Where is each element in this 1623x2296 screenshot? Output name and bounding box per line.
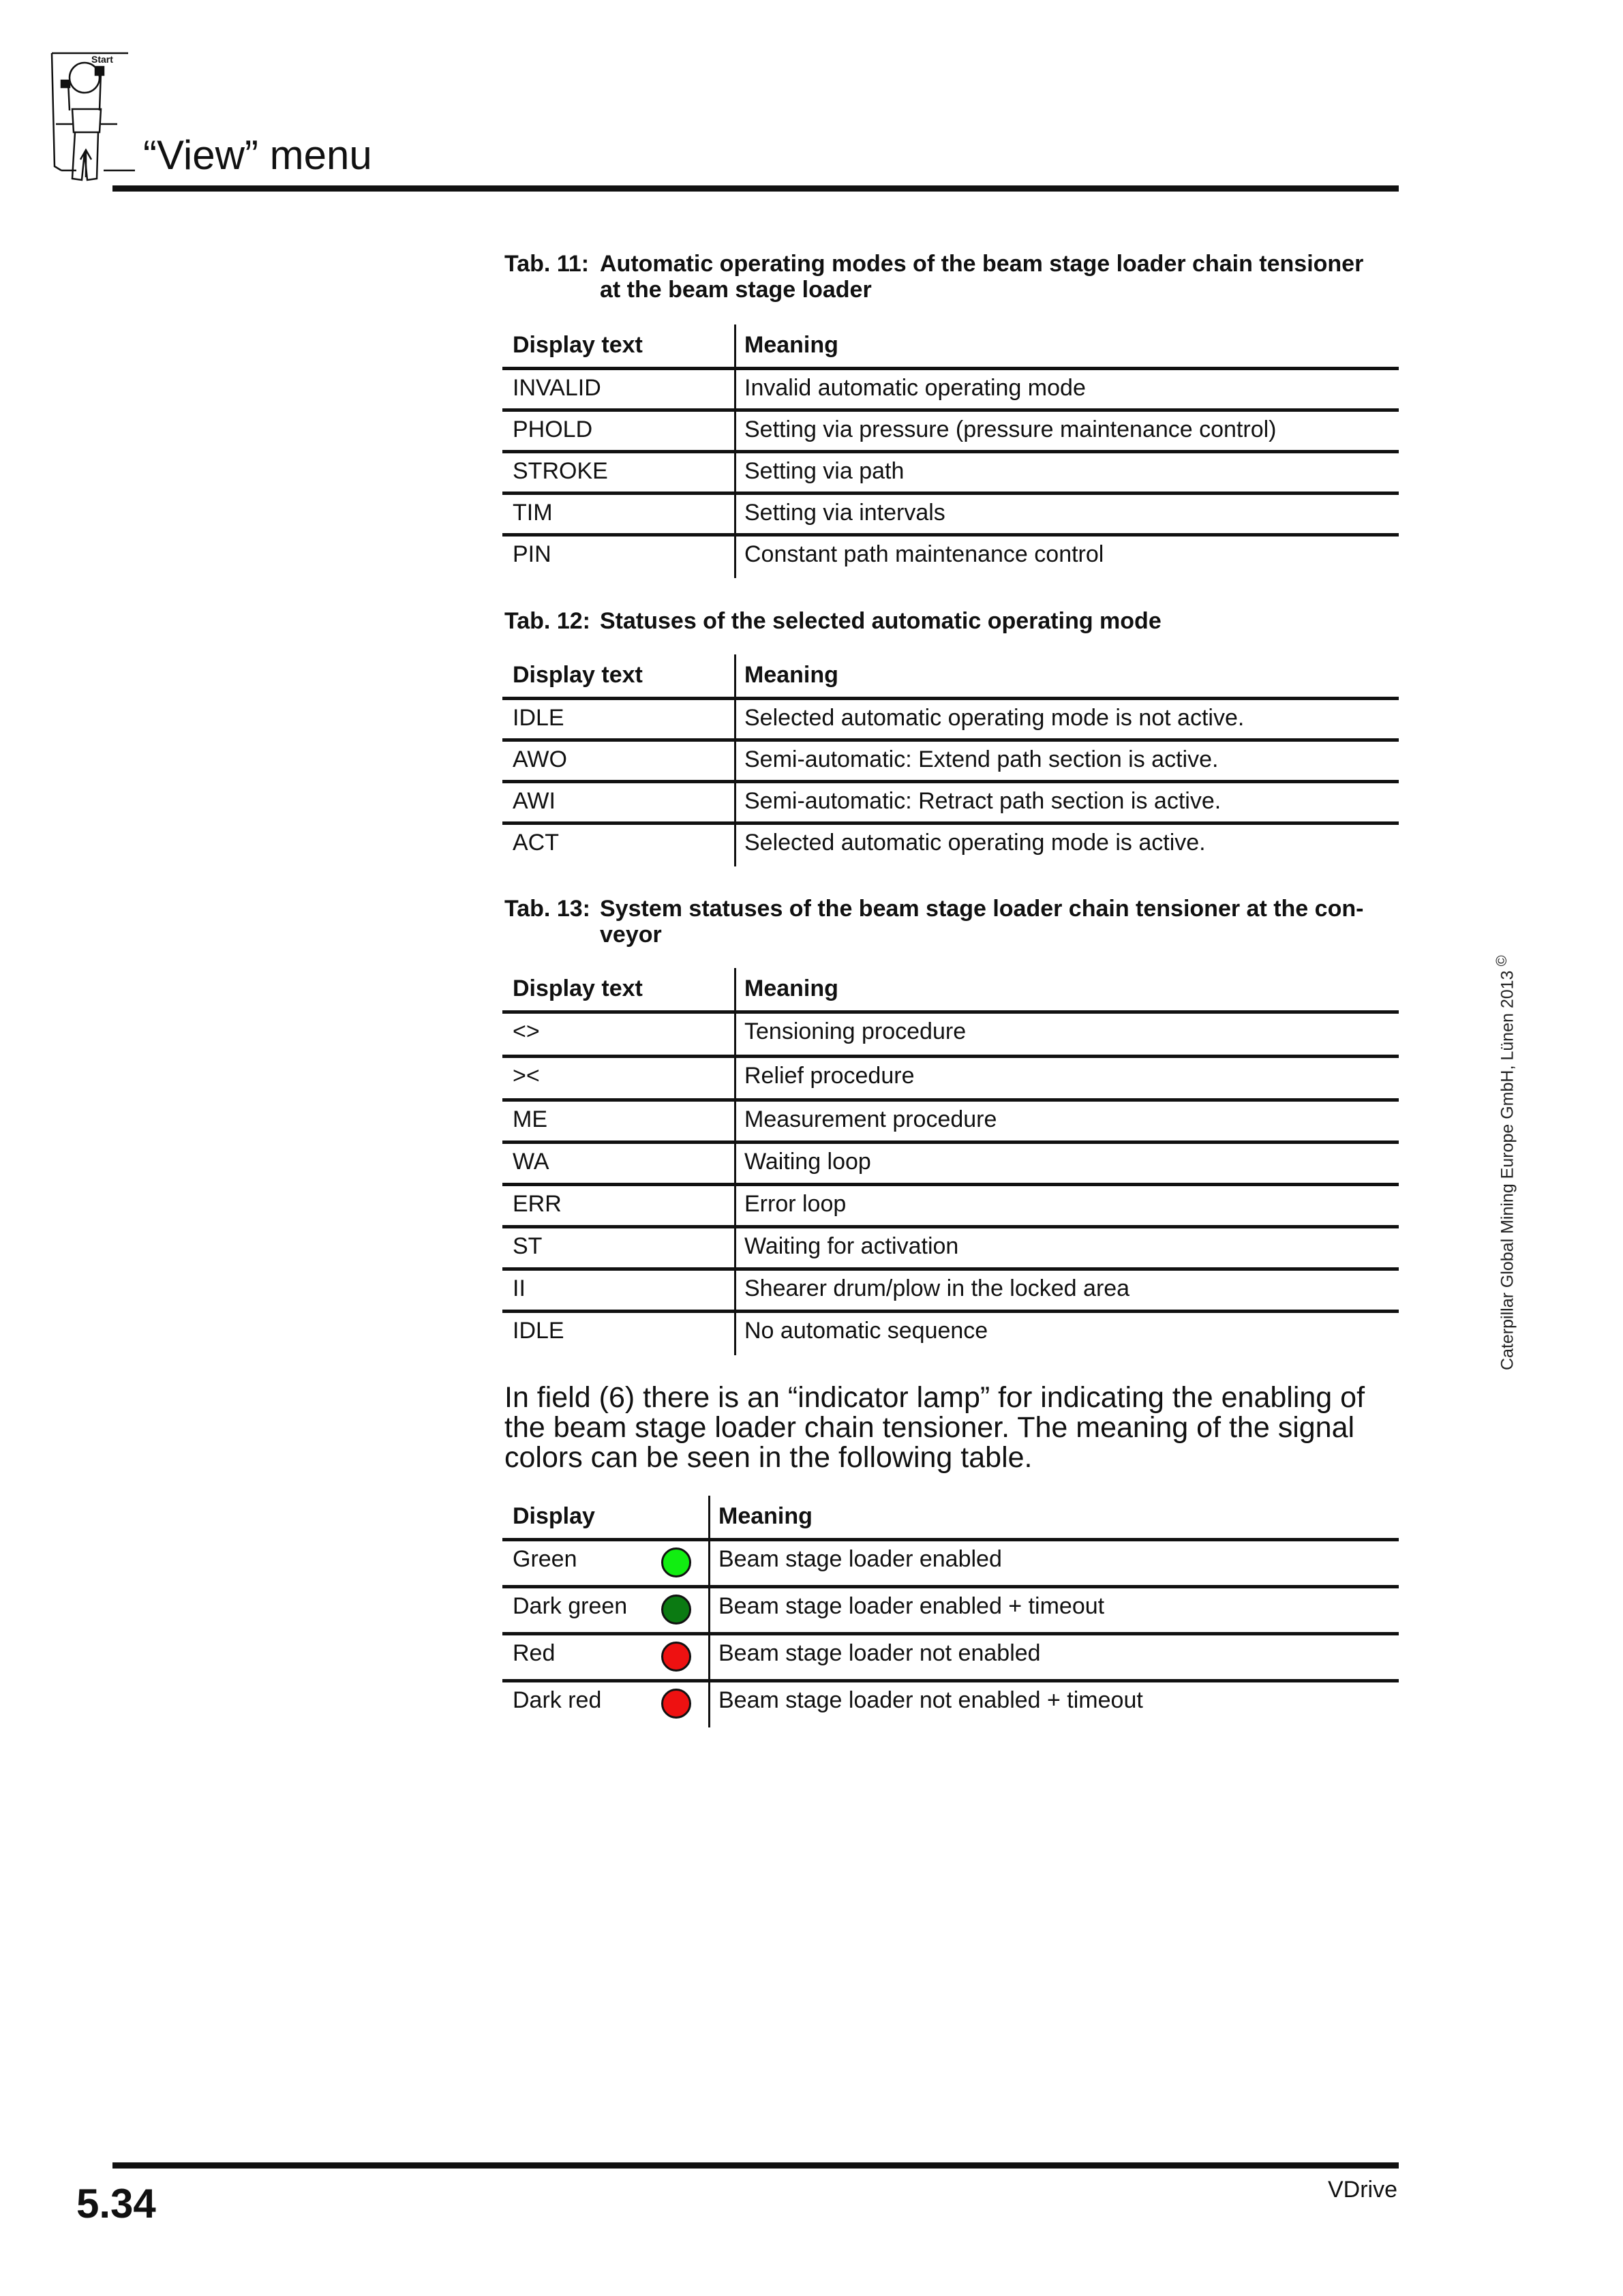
display-cell [502, 1680, 710, 1714]
footer-divider [112, 2162, 1399, 2169]
column-header-display-text: Display text [513, 332, 643, 358]
display-text-cell: TIM [513, 500, 553, 526]
meaning-cell: Beam stage loader not enabled [718, 1640, 1041, 1666]
table-row [502, 781, 1399, 823]
meaning-cell: Measurement procedure [744, 1106, 997, 1132]
table-row [502, 1142, 1399, 1184]
meaning-cell: No automatic sequence [744, 1318, 988, 1344]
meaning-cell: Beam stage loader not enabled + timeout [718, 1687, 1143, 1713]
column-header-meaning: Meaning [744, 332, 838, 358]
table-header-row [502, 654, 1399, 698]
meaning-cell: Setting via path [744, 458, 905, 484]
column-header-meaning: Meaning [744, 976, 838, 1001]
table-row [502, 493, 1399, 534]
display-text-cell: AWO [513, 746, 567, 772]
table-system-statuses [502, 968, 1399, 1353]
display-text-cell: STROKE [513, 458, 608, 484]
column-header-meaning: Meaning [718, 1503, 813, 1529]
meaning-cell: Beam stage loader enabled [718, 1546, 1002, 1572]
copyright-text: Caterpillar Global Mining Europe GmbH, Lünen 2013 [1498, 970, 1517, 1370]
meaning-cell: Tensioning procedure [744, 1018, 967, 1044]
table-row [502, 823, 1399, 864]
table-row [502, 534, 1399, 576]
column-header-display-text: Display text [513, 976, 643, 1001]
display-text-cell: INVALID [513, 375, 601, 401]
display-text-cell: PHOLD [513, 417, 593, 442]
caption-text-continued: veyor [600, 922, 662, 948]
copyright-icon: © [1493, 955, 1510, 967]
table-row [502, 451, 1399, 493]
table-automatic-operating-modes [502, 324, 1399, 576]
lamp-color-label: Green [513, 1546, 577, 1572]
table-automatic-mode-statuses [502, 654, 1399, 864]
caption-text: Statuses of the selected automatic operating mode [600, 608, 1162, 634]
lamp-color-label: Red [513, 1640, 556, 1666]
meaning-cell: Waiting loop [744, 1149, 871, 1175]
table-header-row [502, 1496, 1399, 1539]
meaning-cell: Setting via pressure (pressure maintenance control) [744, 417, 1277, 442]
table-row [502, 1586, 1399, 1633]
table-12-caption [504, 608, 1404, 634]
display-text-cell: >< [513, 1063, 540, 1089]
table-header-row [502, 968, 1399, 1012]
column-header-meaning: Meaning [744, 662, 838, 688]
display-text-cell: ME [513, 1106, 547, 1132]
table-header-row [502, 324, 1399, 368]
table-13-caption [504, 896, 1404, 948]
lamp-color-label: Dark green [513, 1593, 628, 1619]
meaning-cell: Selected automatic operating mode is not active. [744, 705, 1245, 731]
table-row [502, 1056, 1399, 1100]
indicator-lamp-description: In field (6) there is an “indicator lamp” for indicating the enabling of the beam stage loader chain tensioner. The meaning of the signal colors can be seen in the following table. [504, 1381, 1365, 1474]
meaning-cell: Invalid automatic operating mode [744, 375, 1086, 401]
table-row [502, 1311, 1399, 1353]
display-text-cell: II [513, 1275, 526, 1301]
table-row [502, 410, 1399, 451]
dark-red-lamp-icon [661, 1689, 691, 1719]
table-row [502, 1226, 1399, 1269]
display-text-cell: IDLE [513, 705, 564, 731]
display-text-cell: IDLE [513, 1318, 564, 1344]
meaning-cell: Semi-automatic: Retract path section is active. [744, 788, 1222, 814]
dark-green-lamp-icon [661, 1595, 691, 1625]
meaning-cell: Constant path maintenance control [744, 541, 1104, 567]
meaning-cell: Relief procedure [744, 1063, 915, 1089]
column-header-display-text: Display text [513, 662, 643, 688]
table-row [502, 698, 1399, 740]
caption-text: Automatic operating modes of the beam stage loader chain tensioner [600, 251, 1364, 277]
meaning-cell: Setting via intervals [744, 500, 945, 526]
page-number: 5.34 [76, 2181, 156, 2226]
display-text-cell: ACT [513, 830, 559, 856]
green-lamp-icon [661, 1547, 691, 1577]
svg-text:Start: Start [91, 54, 113, 65]
caption-number: Tab. 13: [504, 896, 590, 922]
table-row [502, 1012, 1399, 1056]
table-row [502, 1539, 1399, 1586]
table-row [502, 1100, 1399, 1142]
table-row [502, 1680, 1399, 1727]
column-header-display: Display [513, 1503, 595, 1529]
meaning-cell: Error loop [744, 1191, 847, 1217]
operator-pressing-start-icon [49, 50, 135, 184]
caption-text: System statuses of the beam stage loader chain tensioner at the con- [600, 896, 1364, 922]
caption-number: Tab. 12: [504, 608, 590, 634]
document-name: VDrive [1327, 2177, 1397, 2203]
table-row [502, 1184, 1399, 1226]
caption-number: Tab. 11: [504, 251, 590, 277]
table-row [502, 1269, 1399, 1311]
meaning-cell: Selected automatic operating mode is active. [744, 830, 1206, 856]
lamp-color-label: Dark red [513, 1687, 602, 1713]
display-cell [502, 1539, 710, 1573]
header-divider [112, 185, 1399, 192]
table-11-caption [504, 251, 1404, 303]
meaning-cell: Waiting for activation [744, 1233, 959, 1259]
display-cell [502, 1633, 710, 1667]
table-row [502, 740, 1399, 781]
page-title: “View” menu [143, 132, 372, 178]
display-text-cell: AWI [513, 788, 556, 814]
display-text-cell: WA [513, 1149, 549, 1175]
meaning-cell: Shearer drum/plow in the locked area [744, 1275, 1130, 1301]
meaning-cell: Semi-automatic: Extend path section is active. [744, 746, 1219, 772]
display-text-cell: <> [513, 1018, 540, 1044]
display-text-cell: ST [513, 1233, 543, 1259]
copyright-notice [1493, 955, 1517, 1370]
table-row [502, 368, 1399, 410]
display-text-cell: ERR [513, 1191, 562, 1217]
caption-text-continued: at the beam stage loader [600, 277, 872, 303]
display-cell [502, 1586, 710, 1620]
display-text-cell: PIN [513, 541, 551, 567]
red-lamp-icon [661, 1642, 691, 1672]
meaning-cell: Beam stage loader enabled + timeout [718, 1593, 1105, 1619]
table-row [502, 1633, 1399, 1680]
table-indicator-lamp-colors [502, 1496, 1399, 1727]
